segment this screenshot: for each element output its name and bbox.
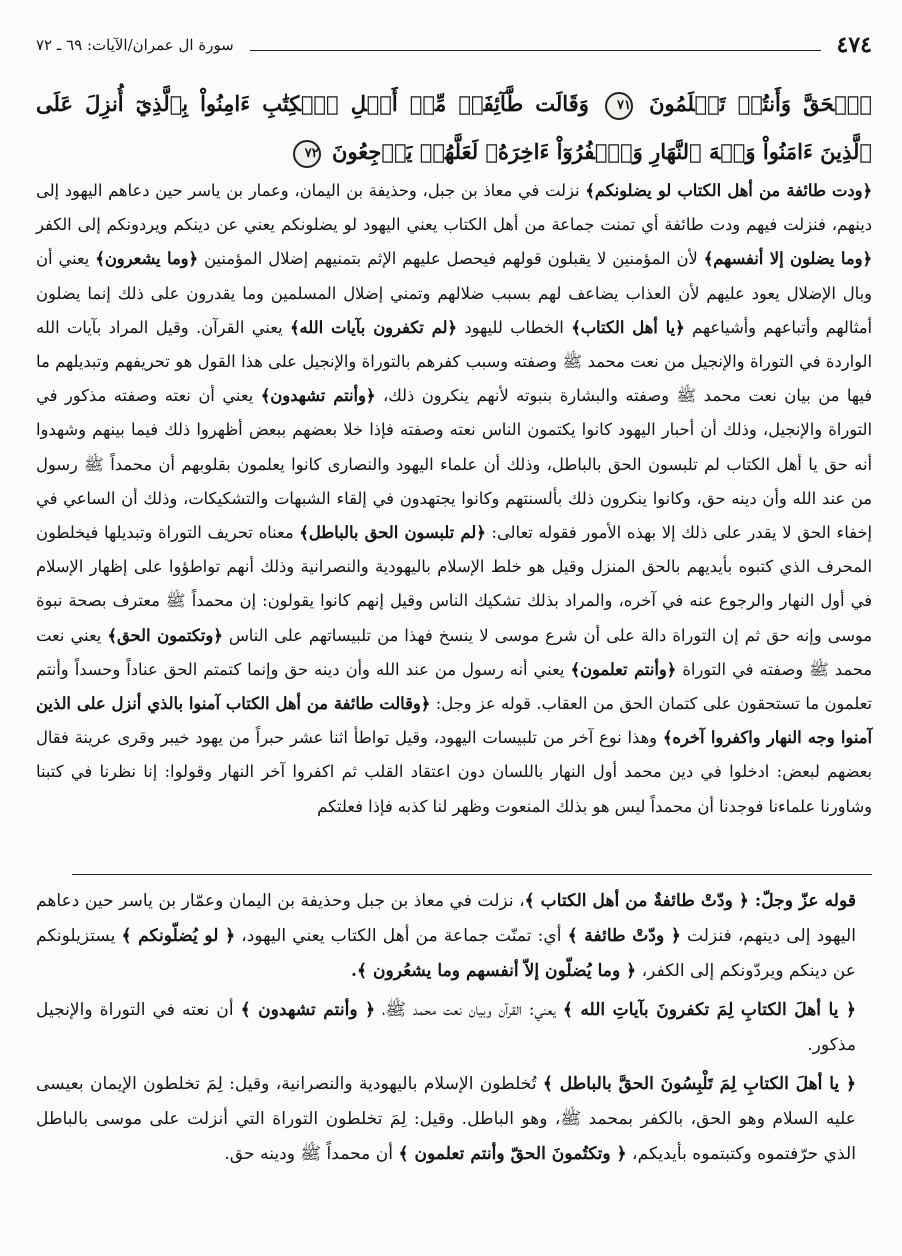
tafsir-paragraph bbox=[36, 174, 872, 824]
quoted-verse: ﴿ وتكتُمونَ الحقّ وأنتم تعلمون ﴾ bbox=[398, 1144, 627, 1164]
footnote-paragraph bbox=[36, 993, 856, 1063]
commentary-text: لأن المؤمنين لا يقبلون قولهم فيحصل عليهم الإثم بتمنيهم إضلال المؤمنين bbox=[198, 249, 704, 269]
quoted-verse: ﴿لم تكفرون بآيات الله﴾ bbox=[289, 317, 457, 337]
commentary-text: يعني القرآن. وقيل المراد بآيات الله الواردة في التوراة والإنجيل من نعت محمد ﷺ وصفته وسبب كفرهم بالتوراة والإنجيل على هذا القول هو تحريفهم وتبديلهم ما فيها من بيان نعت محمد ﷺ وصفته والبشارة بنبوته لأنهم ينكرون ذلك، bbox=[36, 317, 872, 406]
verse-text: ٱلۡحَقَّ وَأَنتُمۡ تَعۡلَمُونَ bbox=[649, 91, 873, 116]
quoted-verse: ﴿ وما يُضلّون إلاّ أنفسهم وما يشعُرون ﴾ bbox=[356, 961, 637, 981]
header-rule bbox=[250, 50, 821, 51]
quoted-verse: ﴿ يا أهلَ الكتابِ لِمَ تَلْبِسُونَ الحقَّ بالباطل ﴾ bbox=[542, 1074, 856, 1094]
note-text: . bbox=[351, 961, 357, 981]
note-text: أي: تمنّت جماعة من أهل الكتاب يعني اليهود، bbox=[235, 926, 568, 946]
verse-number-marker: ٧١ bbox=[605, 92, 633, 120]
quoted-verse: ﴿ودت طائفة من أهل الكتاب لو يضلونكم﴾ bbox=[585, 181, 872, 200]
quran-verses bbox=[36, 80, 872, 176]
quoted-verse: ﴿وأنتم تعلمون﴾ bbox=[570, 659, 677, 679]
commentary-text: وهذا نوع آخر من تلبيسات اليهود، وقيل تواطأ اثنا عشر حبراً من يهود خيبر وقرى عرينة فقال بعضهم لبعض: ادخلوا في دين محمد أول النهار باللسان دون اعتقاد القلب ثم اكفروا آخر النهار وقولوا: إنا نظرنا في كتبنا وشاورنا علماءنا فوجدنا أن محمداً ليس هو بذلك المنعوت وظهر لنا كذبه فإذا فعلتكم bbox=[36, 728, 872, 816]
commentary-text: يعني أنه رسول من عند الله وأن دينه حق وإنما كتمتم الحق عناداً وحسداً وأنتم تعلمون ما تستحقون على كتمان الحق من العقاب. قوله عز وجل: bbox=[36, 659, 872, 714]
quoted-verse: ﴿ ودّتْ طائفةٌ من أهل الكتاب ﴾ bbox=[524, 891, 749, 911]
tafsir-body bbox=[36, 174, 872, 824]
running-title: سورة ال عمران/الآيات: ٦٩ ـ ٧٢ bbox=[36, 36, 234, 54]
note-text: أن محمداً ﷺ ودينه حق. bbox=[224, 1144, 399, 1164]
quoted-verse: ﴿ وأنتم تشهدون ﴾ bbox=[240, 1000, 376, 1020]
footnote-paragraph bbox=[36, 884, 856, 989]
commentary-text: يعني أن نعته وصفته مذكور في التوراة والإنجيل، وذلك أن أحبار اليهود كانوا يكتمون الناس نعته وصفته فإذا خلا بعضهم ببعض أظهروا ذلك فيما بينهم وشهدوا أنه حق يا أهل الكتاب لم تلبسون الحق بالباطل، وذلك أن علماء اليهود والنصارى كانوا يعلمون بقلوبهم أن محمداً ﷺ رسول من عند الله وأن دينه حق، وكانوا ينكرون ذلك بألسنتهم وكانوا يجتهدون في إلقاء الشبهات والتشكيكات، وذلك أن الساعي في إخفاء الحق لا يقدر على ذلك إلا بهذه الأمور فقوله تعالى: bbox=[36, 386, 873, 543]
quoted-verse: ﴿وأنتم تشهدون﴾ bbox=[260, 386, 376, 406]
commentary-text: معناه تحريف التوراة وتبديلها فيخلطون المحرف الذي كتبوه بأيديهم بالحق المنزل وقيل هو خلط الإسلام باليهودية والنصرانية وذلك أنهم تواطؤوا على إظهار الإسلام في أول النهار والرجوع عنه في آخره، والمراد بذلك تشكيك الناس وقيل إنهم كانوا يقولون: إن محمداً ﷺ معترف بصحة نبوة موسى وإنه حق ثم إن التوراة دالة على أن شرع موسى لا ينسخ فهذا من تلبيساتهم على الناس bbox=[36, 523, 872, 645]
note-text: ، نزلت في معاذ بن جبل وحذيفة بن اليمان وعمّار بن ياسر حين دعاهم اليهود إلى دينهم، فنزلت bbox=[36, 891, 857, 946]
footnotes bbox=[36, 884, 872, 1176]
commentary-text: يعني أن وبال الإضلال يعود عليهم لأن العذاب يضاعف لهم بسبب ضلالهم وتمني إضلال المسلمين وما يقدرون على ذلك إنما يضلون أمثالهم وأتباعهم وأشياعهم bbox=[36, 249, 873, 337]
quoted-verse: ﴿وتكتمون الحق﴾ bbox=[107, 625, 223, 645]
commentary-text: نزلت في معاذ بن جبل، وحذيفة بن اليمان، وعمار بن ياسر حين دعاهم اليهود إلى دينهم، فنزلت فيهم ودت طائفة أي تمنت جماعة من أهل الكتاب يعني اليهود لو يضلونكم يعني عن دينكم ويردونكم إلى الكفر bbox=[36, 181, 872, 235]
quoted-verse: ﴿ ودّتْ طائفة ﴾ bbox=[567, 926, 681, 946]
page-number: ٤٧٤ bbox=[836, 32, 872, 58]
note-text: أن نعته في التوراة والإنجيل مذكور. bbox=[36, 1000, 856, 1055]
commentary-text: يعني نعت محمد ﷺ وصفته في التوراة bbox=[36, 625, 872, 679]
page-header bbox=[36, 30, 872, 60]
note-text: تُخلطون الإسلام باليهودية والنصرانية، وقيل: لِمَ تخلطون الإيمان بعيسى عليه السلام وهو الحق، بالكفر بمحمد ﷺ، وهو الباطل. وقيل: لِمَ تخلطون التوراة التي أنزلت على موسى بالباطل الذي حرّفتموه وكتبتموه بأيديكم، bbox=[36, 1074, 856, 1164]
quoted-verse: ﴿يا أهل الكتاب﴾ bbox=[571, 317, 685, 337]
footnote-paragraph bbox=[36, 1067, 856, 1172]
footnote-divider bbox=[72, 874, 872, 875]
note-text: يعني: القرآن وبيان نعت محمد ﷺ، bbox=[375, 1000, 563, 1020]
verse-text: وَقَالَت طَّآئِفَةٞ مِّنۡ أَهۡلِ ٱلۡكِتَٰبِ ءَامِنُواْ بِٱلَّذِيٓ أُنزِلَ عَلَى ٱلَّذِينَ ءَامَنُواْ وَجۡهَ ٱلنَّهَارِ وَٱكۡفُرُوٓاْ ءَاخِرَهُۥ لَعَلَّهُمۡ يَرۡجِعُونَ bbox=[36, 91, 872, 164]
quoted-verse: ﴿وما يشعرون﴾ bbox=[95, 249, 199, 269]
quoted-verse: ﴿ لو يُضلّونكم ﴾ bbox=[121, 926, 236, 946]
note-text: يستزيلونكم عن دينكم ويردّونكم إلى الكفر، bbox=[36, 926, 856, 981]
verse-number-marker: ٧٢ bbox=[293, 140, 321, 168]
quoted-verse: ﴿لم تلبسون الحق بالباطل﴾ bbox=[299, 523, 486, 543]
quoted-verse: ﴿ يا أهلَ الكتابِ لِمَ تكفرونَ بآياتِ الله ﴾ bbox=[562, 1000, 856, 1020]
quoted-verse: ﴿وما يضلون إلا أنفسهم﴾ bbox=[703, 249, 872, 269]
commentary-text: الخطاب لليهود bbox=[456, 317, 572, 337]
note-text: قوله عزّ وجلّ: bbox=[748, 891, 856, 911]
quoted-verse: ﴿وقالت طائفة من أهل الكتاب آمنوا بالذي أنزل على الذين آمنوا وجه النهار واكفروا آخره﴾ bbox=[36, 694, 872, 748]
